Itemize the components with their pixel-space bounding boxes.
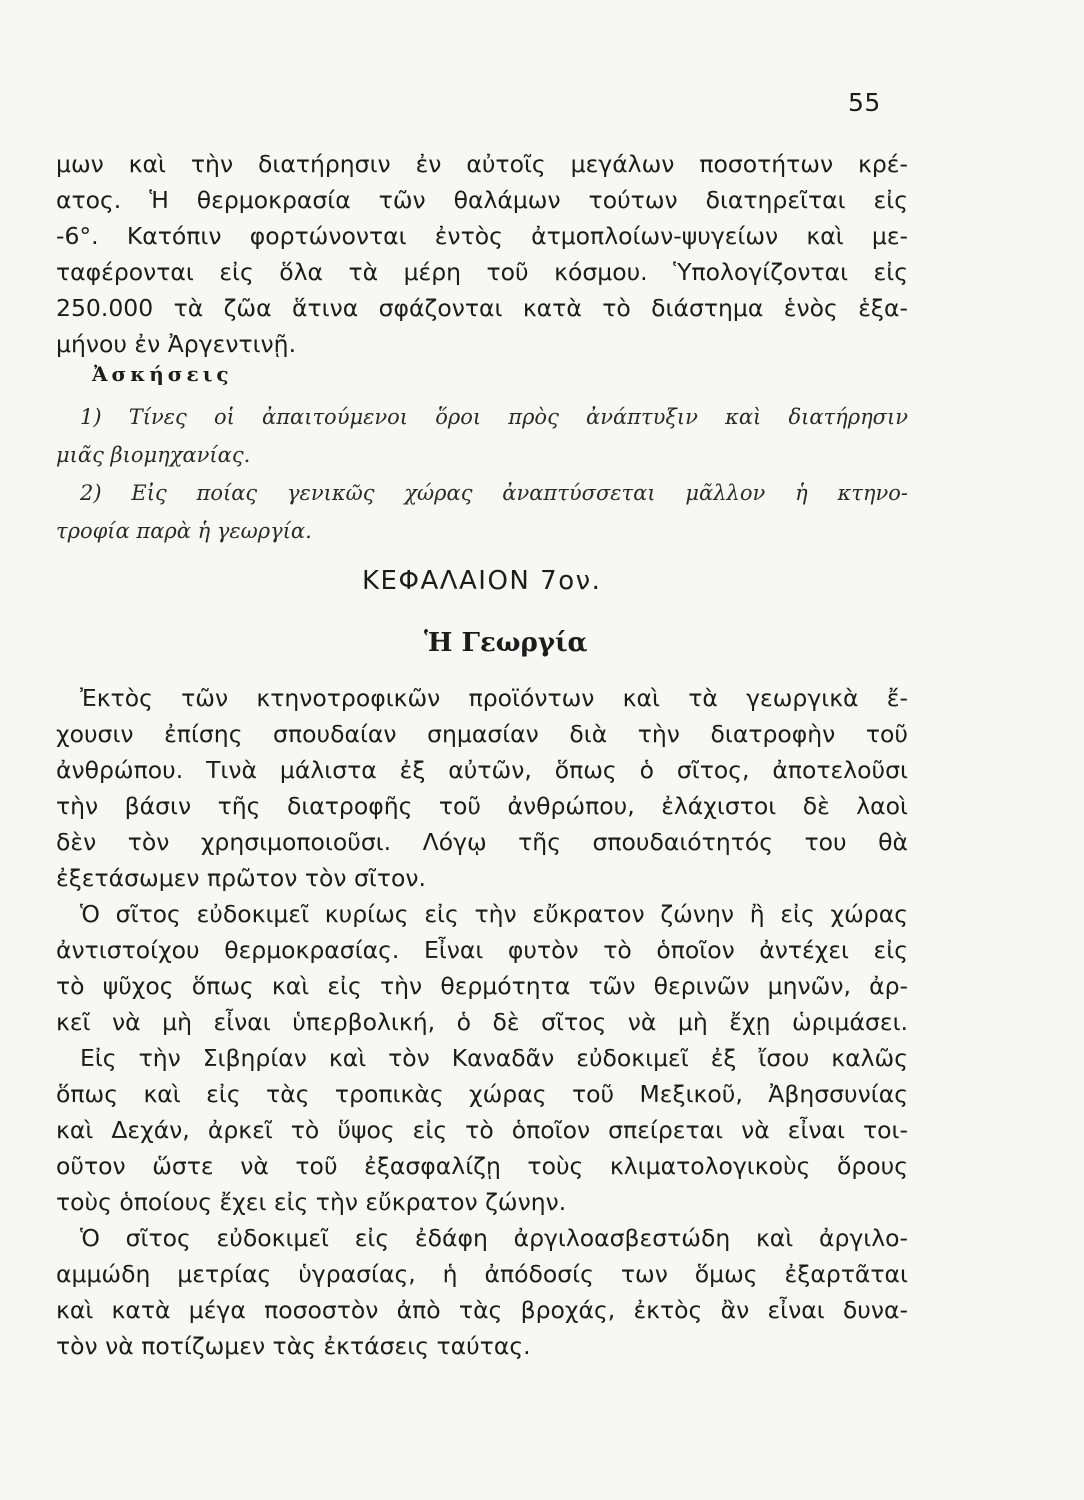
text-line: Εἰς τὴν Σιβηρίαν καὶ τὸν Καναδᾶν εὐδοκιμεῖ ἐξ ἴσου καλῶς: [80, 1044, 908, 1072]
text-line: μήνου ἐν Ἀργεντινῇ.: [56, 330, 297, 358]
text-line: 250.000 τὰ ζῶα ἅτινα σφάζονται κατὰ τὸ διάστημα ἑνὸς ἑξα-: [56, 294, 908, 322]
text-line: Ἐκτὸς τῶν κτηνοτροφικῶν προϊόντων καὶ τὰ γεωργικὰ ἔ-: [80, 684, 908, 712]
body-text: [56, 680, 908, 1364]
text-line: μων καὶ τὴν διατήρησιν ἐν αὐτοῖς μεγάλων ποσοτήτων κρέ-: [56, 150, 908, 178]
text-line: ἀντιστοίχου θερμοκρασίας. Εἶναι φυτὸν τὸ ὁποῖον ἀντέχει εἰς: [56, 936, 908, 964]
exercises-list: [56, 398, 908, 550]
text-line: οῦτον ὥστε νὰ τοῦ ἐξασφαλίζῃ τοὺς κλιματολογικοὺς ὅρους: [56, 1152, 908, 1180]
text-line: τὸν νὰ ποτίζωμεν τὰς ἐκτάσεις ταύτας.: [56, 1332, 531, 1360]
text-line: ὅπως καὶ εἰς τὰς τροπικὰς χώρας τοῦ Μεξικοῦ, Ἀβησσυνίας: [56, 1080, 908, 1108]
text-line: Ὁ σῖτος εὐδοκιμεῖ κυρίως εἰς τὴν εὔκρατον ζώνην ἢ εἰς χώρας: [80, 900, 908, 928]
text-line: τὴν βάσιν τῆς διατροφῆς τοῦ ἀνθρώπου, ἐλάχιστοι δὲ λαοὶ: [56, 792, 908, 820]
text-line: ατος. Ἡ θερμοκρασία τῶν θαλάμων τούτων διατηρεῖται εἰς: [56, 186, 908, 214]
text-line: -6°. Κατόπιν φορτώνονται ἐντὸς ἀτμοπλοίων-ψυγείων καὶ με-: [56, 222, 908, 250]
text-line: τὸ ψῦχος ὅπως καὶ εἰς τὴν θερμότητα τῶν θερινῶν μηνῶν, ἀρ-: [56, 972, 908, 1000]
text-line: καὶ κατὰ μέγα ποσοστὸν ἀπὸ τὰς βροχάς, ἐκτὸς ἂν εἶναι δυνα-: [56, 1296, 908, 1324]
text-line: δὲν τὸν χρησιμοποιοῦσι. Λόγῳ τῆς σπουδαιότητός του θὰ: [56, 828, 908, 856]
text-line: καὶ Δεχάν, ἀρκεῖ τὸ ὕψος εἰς τὸ ὁποῖον σπείρεται νὰ εἶναι τοι-: [56, 1116, 908, 1144]
text-line: ἀνθρώπου. Τινὰ μάλιστα ἐξ αὐτῶν, ὅπως ὁ σῖτος, ἀποτελοῦσι: [56, 756, 908, 784]
exercise-line: 2) Εἰς ποίας γενικῶς χώρας ἀναπτύσσεται μᾶλλον ἡ κτηνο-: [80, 481, 908, 505]
text-line: τοὺς ὁποίους ἔχει εἰς τὴν εὔκρατον ζώνην.: [56, 1188, 567, 1216]
exercise-line: 1) Τίνες οἱ ἀπαιτούμενοι ὅροι πρὸς ἀνάπτυξιν καὶ διατήρησιν: [80, 405, 908, 429]
text-line: χουσιν ἐπίσης σπουδαίαν σημασίαν διὰ τὴν διατροφὴν τοῦ: [56, 720, 908, 748]
page-number: 55: [848, 88, 881, 117]
intro-paragraph: [56, 146, 908, 362]
section-title: Ἡ Γεωργία: [424, 628, 588, 658]
exercise-line: τροφία παρὰ ἡ γεωργία.: [56, 519, 312, 543]
text-line: αμμώδη μετρίας ὑγρασίας, ἡ ἀπόδοσίς των ὅμως ἐξαρτᾶται: [56, 1260, 908, 1288]
text-line: Ὁ σῖτος εὐδοκιμεῖ εἰς ἐδάφη ἀργιλοασβεστώδη καὶ ἀργιλο-: [80, 1224, 908, 1252]
text-line: κεῖ νὰ μὴ εἶναι ὑπερβολική, ὁ δὲ σῖτος νὰ μὴ ἔχῃ ὡριμάσει.: [56, 1008, 908, 1036]
text-line: ταφέρονται εἰς ὅλα τὰ μέρη τοῦ κόσμου. Ὑπολογίζονται εἰς: [56, 258, 908, 286]
exercise-line: μιᾶς βιομηχανίας.: [56, 443, 251, 467]
chapter-title: ΚΕΦΑΛΑΙΟΝ 7ον.: [362, 566, 602, 596]
exercises-heading: Ἀσκήσεις: [92, 362, 233, 386]
text-line: ἐξετάσωμεν πρῶτον τὸν σῖτον.: [56, 864, 426, 892]
